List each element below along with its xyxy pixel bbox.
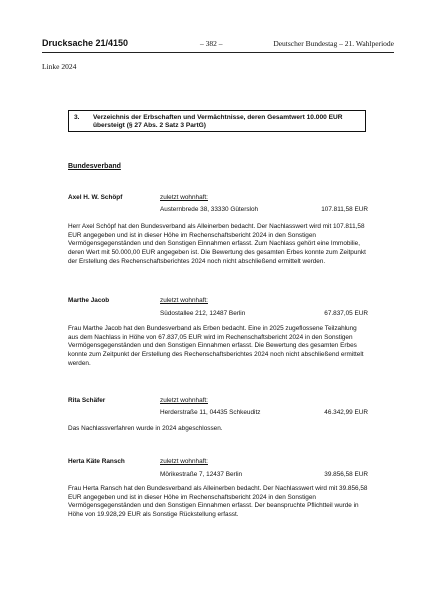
entry-name: Axel H. W. Schöpf [68,194,123,201]
entry-description: Herr Axel Schöpf hat den Bundesverband als Alleinerben bedacht. Der Nachlasswert wird mit 107.811,58 EUR angegeben und ist in dieser Höhe im Rechenschaftsbericht 2024 in den Sonstigen Vermögensgegenständen und den Sonstigen Einnahmen erfasst. Zum Nachlass gehört eine Immobilie, deren Wert mit 50.000,00 EUR angegeben ist. Die Bewertung des gesamten Erbes konnte zum Zeitpunkt der Erstellung des Rechenschaftsberichtes 2024 noch nicht abschließend ermittelt werden. [68,223,366,265]
page-number: – 382 – [200,39,223,48]
last-residence-label: zuletzt wohnhaft: [160,194,208,201]
last-residence-label: zuletzt wohnhaft: [160,397,208,404]
entry-amount: 67.837,05 EUR [324,310,368,317]
page-header [42,38,394,53]
party-year-label: Linke 2024 [42,62,77,71]
entry-amount: 107.811,58 EUR [321,206,368,213]
organization-heading: Bundesverband [68,163,121,170]
entry-address: Südostallee 212, 12487 Berlin [160,310,246,317]
last-residence-label: zuletzt wohnhaft: [160,458,208,465]
entry-amount: 39.856,58 EUR [324,471,368,478]
section-title: Verzeichnis der Erbschaften und Vermächtnisse, deren Gesamtwert 10.000 EUR übersteigt (§ 27 Abs. 2 Satz 3 PartG) [93,114,343,130]
entry-description: Frau Marthe Jacob hat den Bundesverband als Erben bedacht. Eine in 2025 zugeflossene Teilzahlung aus dem Nachlass in Höhe von 67.837,05 EUR wird im Rechenschaftsbericht 2024 in den Sonstigen Vermögensgegenständen und den Sonstigen Einnahmen erfasst. Die Bewertung des gesamten Erbes konnte zum Zeitpunkt der Erstellung des Rechenschaftsberichtes 2024 noch nicht abschließend ermittelt werden. [68,325,364,367]
entry-name: Rita Schäfer [68,397,106,404]
last-residence-label: zuletzt wohnhaft: [160,297,208,304]
entry-address: Mörikestraße 7, 12437 Berlin [160,471,243,478]
entry-amount: 46.342,99 EUR [324,409,368,416]
entry-description: Frau Herta Ransch hat den Bundesverband als Alleinerben bedacht. Der Nachlasswert wird mit 39.856,58 EUR angegeben und ist in dieser Höhe im Rechenschaftsbericht 2024 in den Sonstigen Vermögensgegenständen und den Sonstigen Einnahmen erfasst. Der beanspruchte Pflichtteil wurde in Höhe von 19.928,29 EUR als Sonstige Rückstellung erfasst. [68,485,368,519]
entry-name: Marthe Jacob [68,297,110,304]
entry-name: Herta Käte Ransch [68,458,125,465]
entry-description: Das Nachlassverfahren wurde in 2024 abgeschlossen. [68,425,223,432]
section-number: 3. [74,114,80,121]
publisher: Deutscher Bundestag – 21. Wahlperiode [273,39,394,48]
entry-address: Austernbrede 38, 33330 Gütersloh [160,206,259,213]
entry-address: Herderstraße 11, 04435 Schkeuditz [160,409,261,416]
section-heading-box [68,110,366,132]
drucksache-number: Drucksache 21/4150 [42,38,129,48]
